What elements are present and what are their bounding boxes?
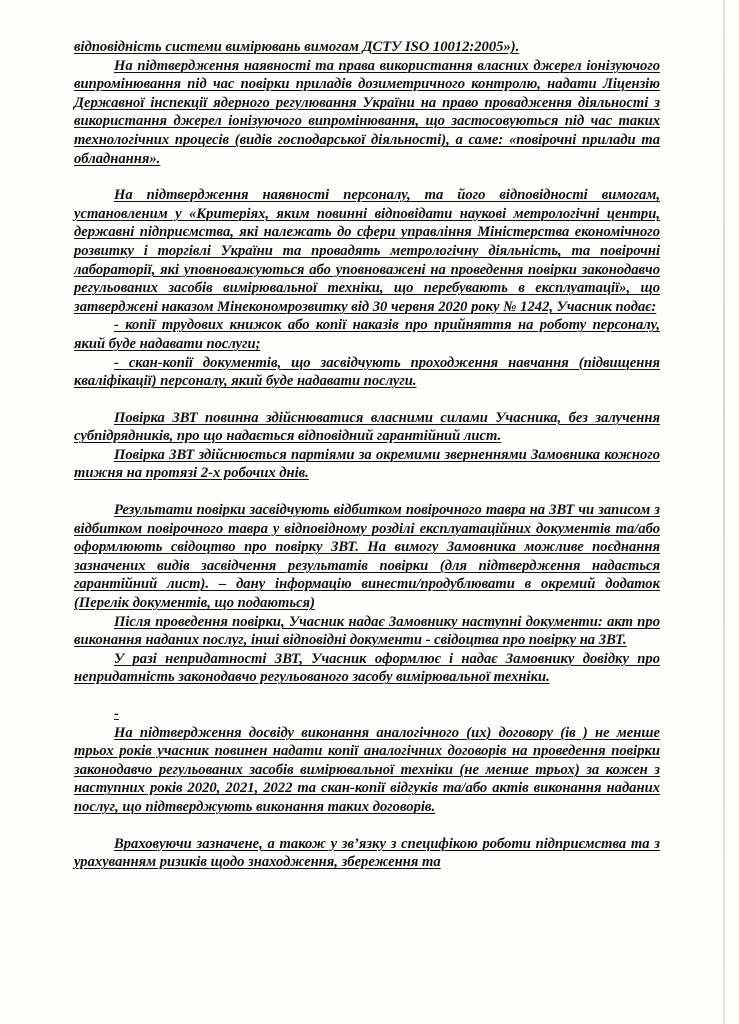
paragraph — [74, 835, 660, 872]
paragraph — [74, 354, 660, 391]
paragraph-gap — [74, 168, 660, 186]
document-body — [74, 38, 660, 872]
paragraph-gap — [74, 687, 660, 705]
paragraph-text: відповідність системи вимірювань вимогам ДСТУ ISO 10012:2005»). — [74, 39, 520, 55]
paragraph — [74, 57, 660, 169]
paragraph-gap — [74, 483, 660, 501]
paragraph-text: У разі непридатності ЗВТ, Учасник оформлює і надає Замовнику довідку про непридатність законодавчо регульованого засобу вимірювальної техніки. — [74, 650, 660, 686]
paragraph-text: На підтвердження наявності персоналу, та його відповідності вимогам, установленим у «Критеріях, яким повинні відповідати наукові метрологічні центри, державні підприємства, які належать до сфери управління Міністерства економічного розвитку і торгівлі України та провадять метрологічну діяльність, та повірочні лабораторії, які уповноважуються або уповноважені на проведення повірки законодавчо регульованих засобів вимірювальної техніки, що перебувають в експлуатації», що затверджені наказом Мінекономрозвитку від 30 червня 2020 року № 1242, Учасник подає: — [74, 187, 660, 315]
paragraph-gap — [74, 817, 660, 835]
paragraph-text: Повірка ЗВТ повинна здійснюватися власними силами Учасника, без залучення субпідрядників, про що надається відповідний гарантійний лист. — [74, 409, 660, 445]
paragraph-text: На підтвердження наявності та права використання власних джерел іонізуючого випромінювання під час повірки приладів дозиметричного контролю, надати Ліцензію Державної інспекції ядерного регулювання України на право провадження діяльності з використання джерел іонізуючого випромінювання, що застосовуються під час таких технологічних процесів (видів господарської діяльності), а саме: «повірочні прилади та обладнання». — [74, 57, 660, 167]
scan-edge-line — [723, 0, 725, 1024]
paragraph-gap — [74, 391, 660, 409]
paragraph — [74, 501, 660, 613]
paragraph-text: - скан-копії документів, що засвідчують проходження навчання (підвищення кваліфікації) персоналу, який буде надавати послуги. — [74, 354, 660, 390]
paragraph — [74, 38, 660, 57]
paragraph — [74, 186, 660, 316]
paragraph — [74, 613, 660, 650]
paragraph — [74, 446, 660, 483]
paragraph-text: Повірка ЗВТ здійснюється партіями за окремими зверненнями Замовника кожного тижня на протязі 2-х робочих днів. — [74, 446, 660, 482]
paragraph-text: Після проведення повірки, Учасник надає Замовнику наступні документи: акт про виконання наданих послуг, інші відповідні документи - свідоцтва про повірку на ЗВТ. — [74, 613, 660, 649]
paragraph-text: Результати повірки засвідчують відбитком повірочного тавра на ЗВТ чи записом з відбитком повірочного тавра у відповідному розділі експлуатаційних документів та/або оформлюють свідоцтво про повірку ЗВТ. На вимогу Замовника можливе поєднання зазначених видів засвідчення результатів повірки (для підтвердження надається гарантійний лист). – дану інформацію винести/продублювати в окремий додаток (Перелік документів, що подаються) — [74, 502, 660, 612]
paragraph-text: Враховуючи зазначене, а також у зв’язку з специфікою роботи підприємства та з урахуванням ризиків щодо знаходження, збереження та — [74, 835, 660, 871]
paragraph — [74, 724, 660, 817]
paragraph-text: - копії трудових книжок або копії наказів про прийняття на роботу персоналу, який буде надавати послуги; — [74, 317, 660, 352]
paragraph — [74, 409, 660, 446]
paragraph — [74, 316, 660, 353]
dash-mark: - — [114, 706, 119, 722]
paragraph-text: На підтвердження досвіду виконання аналогічного (их) договору (ів ) не менше трьох років учасник повинен надати копії аналогічних договорів на проведення повірки законодавчо регульованих засобів вимірювальної техніки (не менше трьох) за кожен з наступних років 2020, 2021, 2022 та скан-копії відгуків та/або актів виконання наданих послуг, що підтверджують виконання таких договорів. — [74, 724, 660, 815]
paragraph — [74, 650, 660, 687]
